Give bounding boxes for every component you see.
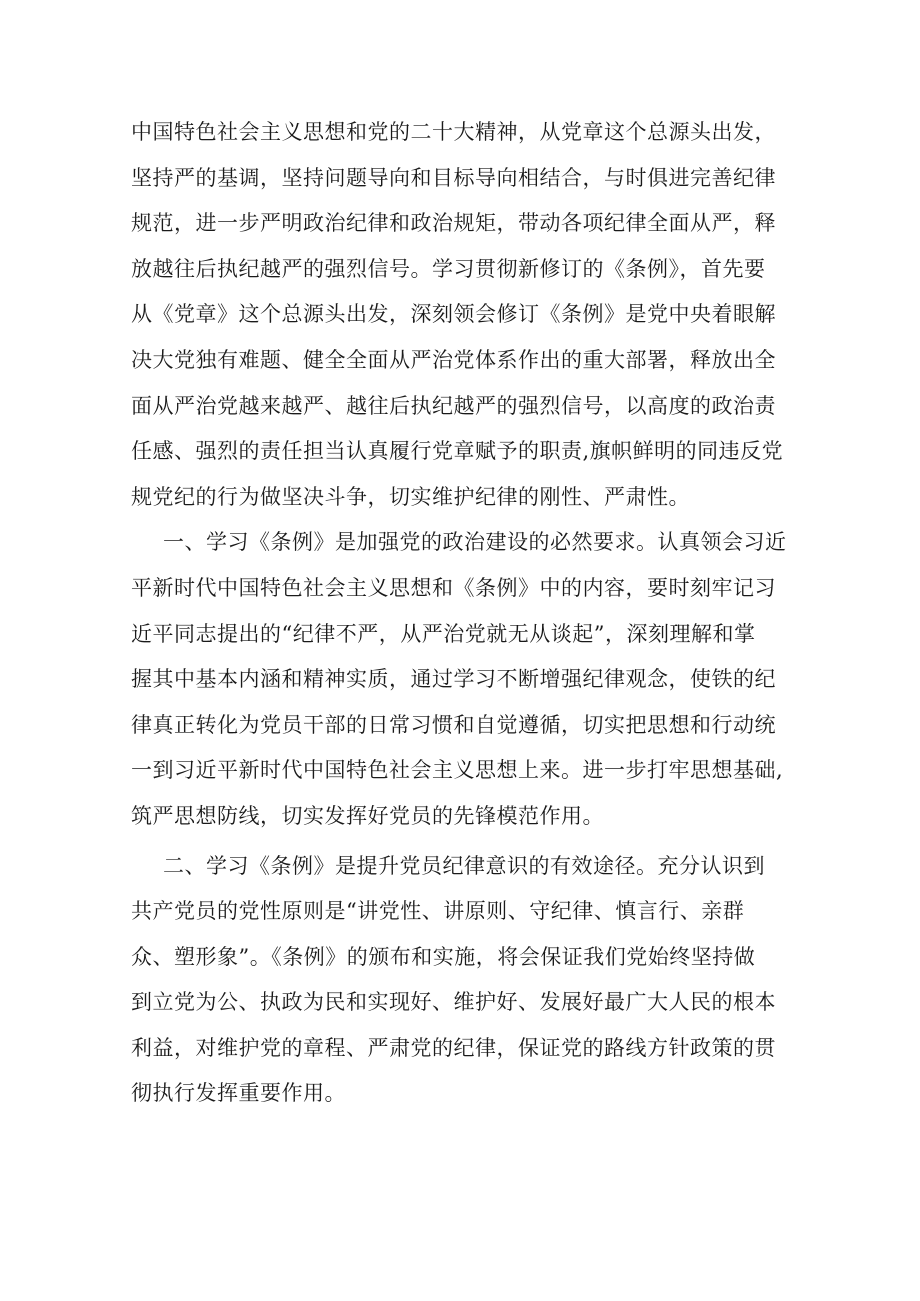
text-line: 中国特色社会主义思想和党的二十大精神，从党章这个总源头出发， xyxy=(131,120,776,144)
paragraph-point-two xyxy=(131,844,795,1118)
text-line: 彻执行发挥重要作用。 xyxy=(131,1081,346,1106)
text-line: 放越往后执纪越严的强烈信号。学习贯彻新修订的《条例》，首先要 xyxy=(131,256,766,281)
text-line: 任感、强烈的责任担当认真履行党章赋予的职责,旗帜鲜明的同违反党 xyxy=(131,439,784,464)
text-line: 众、塑形象”。《条例》的颁布和实施，将会保证我们党始终坚持做 xyxy=(131,944,756,969)
text-line: 近平同志提出的“纪律不严，从严治党就无从谈起”，深刻理解和掌 xyxy=(131,621,756,646)
paragraph-continuation xyxy=(131,110,795,520)
text-line: 律真正转化为党员干部的日常习惯和自觉遵循，切实把思想和行动统 xyxy=(131,712,776,737)
text-line: 二、学习《条例》是提升党员纪律意识的有效途径。充分认识到 xyxy=(163,853,765,878)
text-line: 规党纪的行为做坚决斗争，切实维护纪律的刚性、严肃性。 xyxy=(131,484,690,509)
text-line: 平新时代中国特色社会主义思想和《条例》中的内容，要时刻牢记习 xyxy=(131,575,776,600)
text-line: 一、学习《条例》是加强党的政治建设的必然要求。认真领会习近 xyxy=(163,530,787,555)
text-line: 规范，进一步严明政治纪律和政治规矩，带动各项纪律全面从严，释 xyxy=(131,211,776,236)
text-line: 坚持严的基调，坚持问题导向和目标导向相结合，与时俱进完善纪律 xyxy=(131,165,776,190)
document-body xyxy=(131,110,795,1117)
text-line: 从《党章》这个总源头出发，深刻领会修订《条例》是党中央着眼解 xyxy=(131,302,776,327)
text-line: 筑严思想防线，切实发挥好党员的先锋模范作用。 xyxy=(131,803,604,828)
text-line: 到立党为公、执政为民和实现好、维护好、发展好最广大人民的根本 xyxy=(131,990,776,1015)
text-line: 利益，对维护党的章程、严肃党的纪律，保证党的路线方针政策的贯 xyxy=(131,1035,776,1060)
paragraph-point-one xyxy=(131,520,795,839)
text-line: 一到习近平新时代中国特色社会主义思想上来。进一步打牢思想基础, xyxy=(131,758,784,783)
text-line: 握其中基本内涵和精神实质，通过学习不断增强纪律观念，使铁的纪 xyxy=(131,667,776,692)
text-line: 面从严治党越来越严、越往后执纪越严的强烈信号，以高度的政治责 xyxy=(131,393,776,418)
text-line: 决大党独有难题、健全全面从严治党体系作出的重大部署，释放出全 xyxy=(131,347,776,372)
text-line: 共产党员的党性原则是“讲党性、讲原则、守纪律、慎言行、亲群 xyxy=(131,899,745,924)
